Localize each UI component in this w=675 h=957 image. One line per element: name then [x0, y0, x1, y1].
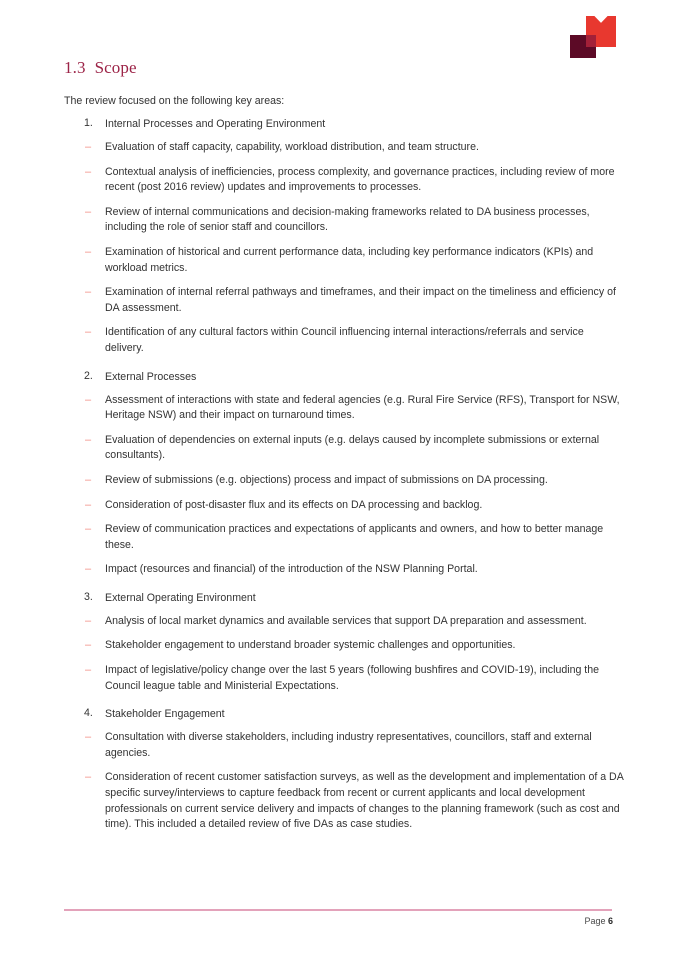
list-item-text: Impact (resources and financial) of the introduction of the NSW Planning Portal.	[105, 563, 478, 576]
dash-bullet-icon: –	[85, 771, 92, 784]
list-item-label: Internal Processes and Operating Environment	[105, 118, 326, 130]
list-item	[64, 590, 624, 606]
logo-overlap-icon	[586, 35, 596, 47]
list-item	[64, 706, 624, 722]
list-item-label: Stakeholder Engagement	[105, 708, 225, 721]
list-item	[64, 498, 624, 514]
list-item-text: Evaluation of dependencies on external inputs (e.g. delays caused by incomplete submissions or external consultants).	[105, 433, 600, 462]
list-item	[64, 325, 624, 356]
list-item	[64, 473, 624, 489]
list-item-text: Analysis of local market dynamics and available services that support DA preparation and assessment.	[105, 614, 587, 627]
section-heading	[64, 58, 137, 78]
list-item	[64, 140, 624, 156]
list-item-text: Examination of internal referral pathways and timeframes, and their impact on the timeliness and efficiency of DA assessment.	[105, 286, 616, 314]
list-item-text: Consideration of recent customer satisfaction surveys, as well as the development and implementation of a DA specific survey/interviews to capture feedback from recent or current applicants and local development professionals on current service delivery and impacts of changes to the planning framework (such as cost and time). This included a detailed review of five DAs as case studies.	[105, 771, 624, 831]
scope-list	[64, 116, 624, 845]
list-item	[64, 369, 624, 385]
list-item-text: Review of submissions (e.g. objections) process and impact of submissions on DA processing.	[105, 473, 548, 486]
dash-bullet-icon: –	[85, 498, 92, 511]
section-heading-title: Scope	[94, 58, 137, 77]
sub-list	[64, 730, 624, 833]
dash-bullet-icon: –	[85, 286, 92, 299]
list-item	[64, 730, 624, 761]
sub-list	[64, 393, 624, 578]
sub-list	[64, 614, 624, 694]
dash-bullet-icon: –	[85, 614, 92, 627]
dash-bullet-icon: –	[85, 393, 92, 406]
footer-page-number: 6	[607, 916, 613, 926]
list-item-text: Examination of historical and current performance data, including key performance indicators (KPIs) and workload metrics.	[105, 245, 594, 274]
list-item	[64, 165, 624, 196]
list-item-text: Impact of legislative/policy change over the last 5 years (following bushfires and COVID-19), including the Council league table and Ministerial Expectations.	[105, 664, 600, 692]
list-item-label: External Operating Environment	[105, 591, 256, 604]
footer-page-indicator	[584, 916, 613, 926]
list-item-marker: 4.	[84, 707, 93, 720]
dash-bullet-icon: –	[85, 473, 92, 486]
list-item-marker: 1.	[84, 117, 93, 129]
list-item-text: Evaluation of staff capacity, capability, workload distribution, and team structure.	[105, 141, 479, 153]
list-item-text: Consideration of post-disaster flux and its effects on DA processing and backlog.	[105, 498, 483, 511]
dash-bullet-icon: –	[85, 141, 92, 153]
list-item	[64, 638, 624, 654]
list-item	[64, 205, 624, 236]
list-item-text: Contextual analysis of inefficiencies, process complexity, and governance practices, including review of more recent (post 2016 review) updates and improvements to processes.	[105, 165, 615, 194]
dash-bullet-icon: –	[85, 165, 92, 178]
list-item-text: Identification of any cultural factors within Council influencing internal interactions/referrals and service delivery.	[105, 326, 584, 354]
list-item	[64, 663, 624, 694]
intro-paragraph: The review focused on the following key areas:	[64, 95, 285, 107]
list-item-text: Review of internal communications and decision-making frameworks related to DA business processes, including the role of senior staff and councillors.	[105, 205, 590, 234]
list-item-text: Review of communication practices and expectations of applicants and owners, and how to better manage these.	[105, 523, 604, 551]
section-heading-number: 1.3	[64, 58, 86, 77]
list-item	[64, 393, 624, 424]
dash-bullet-icon: –	[85, 731, 92, 744]
dash-bullet-icon: –	[85, 205, 92, 218]
list-item	[64, 614, 624, 630]
list-item	[64, 245, 624, 276]
list-item	[64, 285, 624, 316]
dash-bullet-icon: –	[85, 639, 92, 652]
list-item	[64, 433, 624, 464]
list-item-marker: 3.	[84, 590, 93, 603]
list-item	[64, 562, 624, 578]
dash-bullet-icon: –	[85, 664, 92, 677]
footer-page-label: Page	[584, 916, 606, 926]
dash-bullet-icon: –	[85, 563, 92, 576]
dash-bullet-icon: –	[85, 433, 92, 446]
company-logo	[570, 16, 616, 58]
list-item-label: External Processes	[105, 370, 197, 383]
list-item-marker: 2.	[84, 369, 93, 382]
dash-bullet-icon: –	[85, 245, 92, 258]
dash-bullet-icon: –	[85, 523, 92, 536]
list-item	[64, 522, 624, 553]
sub-list	[64, 140, 624, 357]
list-item-text: Assessment of interactions with state and federal agencies (e.g. Rural Fire Service (RFS), Transport for NSW, Heritage NSW) and their impact on turnaround times.	[105, 393, 620, 422]
footer-divider	[64, 909, 612, 911]
list-item-text: Stakeholder engagement to understand broader systemic challenges and opportunities.	[105, 639, 516, 652]
list-item-text: Consultation with diverse stakeholders, including industry representatives, councillors, staff and external agencies.	[105, 731, 592, 759]
dash-bullet-icon: –	[85, 326, 92, 339]
list-item	[64, 770, 624, 832]
list-item	[64, 116, 624, 132]
